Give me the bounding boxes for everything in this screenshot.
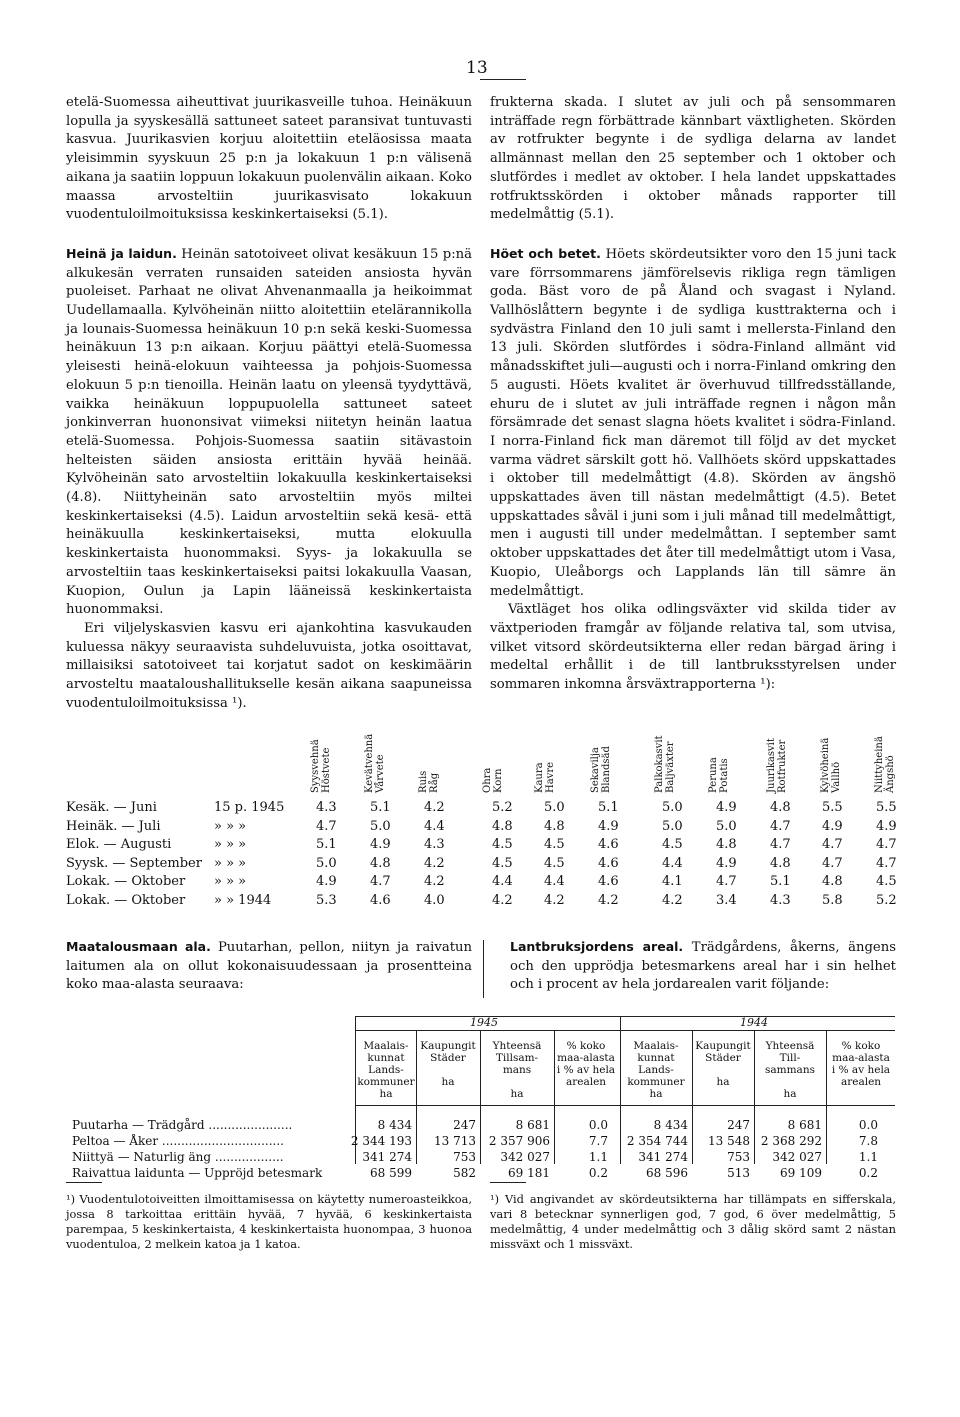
crop-table-row xyxy=(66,893,896,911)
crop-row-date: 15 p. 1945 xyxy=(214,800,285,815)
land-table-row xyxy=(72,1150,892,1166)
crop-cell: 4.8 xyxy=(716,837,737,852)
land-cell: 753 xyxy=(453,1150,476,1164)
land-cell: 69 109 xyxy=(780,1166,822,1180)
land-column-header: Kaupungit Städer ha xyxy=(695,1040,751,1088)
crop-column-header xyxy=(310,715,338,793)
crop-cell: 4.4 xyxy=(662,855,683,871)
land-cell: 8 434 xyxy=(653,1118,688,1132)
land-cell: 2 357 906 xyxy=(488,1134,550,1148)
crop-cell: 5.0 xyxy=(544,800,565,815)
land-cell: 2 354 744 xyxy=(626,1134,688,1148)
crop-cell: 4.9 xyxy=(822,818,843,834)
fi-land-heading: Maatalousmaan ala. xyxy=(66,939,211,954)
crop-row-label: Kesäk. — Juni xyxy=(66,800,157,815)
crop-cell: 4.6 xyxy=(598,874,619,889)
crop-table-row xyxy=(66,874,896,892)
crop-column-label: Kylvöheinä Vallhö xyxy=(820,737,842,793)
fi-footnote: ¹) Vuodentulotoiveitten ilmoittamisessa on käytetty numeroasteikkoa, jossa 8 tarkoittaa erittäin hyvää, 7 hyvää, 6 keskinkertaista parempaa, 5 keskinkertaista, 4 keskinkertaista huonompaa, 3 huonoa vuodentuloa, 2 melkein katoa ja 1 katoa. xyxy=(66,1192,472,1251)
sv-land-heading: Lantbruksjordens areal. xyxy=(510,939,684,954)
land-cell: 753 xyxy=(727,1150,750,1164)
land-table-top-rule xyxy=(355,1016,895,1017)
crop-cell: 4.3 xyxy=(424,837,445,852)
crop-row-date: » » » xyxy=(214,874,247,889)
crop-column-header xyxy=(364,715,392,793)
crop-cell: 4.9 xyxy=(370,837,391,852)
crop-row-label: Lokak. — Oktober xyxy=(66,874,186,889)
crop-cell: 5.0 xyxy=(316,855,337,871)
fi-land-paragraph xyxy=(66,938,472,995)
right-column xyxy=(490,94,896,695)
crop-cell: 4.7 xyxy=(876,837,897,852)
crop-cell: 4.7 xyxy=(716,874,737,889)
land-year-1945: 1945 xyxy=(470,1016,498,1029)
crop-cell: 4.7 xyxy=(316,818,337,834)
land-year-1944: 1944 xyxy=(740,1016,768,1029)
crop-cell: 4.2 xyxy=(492,892,513,908)
land-cell: 342 027 xyxy=(500,1150,550,1164)
crop-cell: 4.7 xyxy=(370,874,391,889)
land-cell: 0.0 xyxy=(588,1118,608,1132)
crop-cell: 4.0 xyxy=(424,892,445,908)
land-cell: 68 596 xyxy=(646,1166,688,1180)
crop-cell: 4.5 xyxy=(544,837,565,852)
crop-column-header xyxy=(482,715,510,793)
sv-hay-heading: Höet och betet. xyxy=(490,245,601,261)
fi-land-text: Puutarhan, pellon, niityn ja raivatun laitumen ala on ollut kokonaisuudessaan ja prosentteina koko maa-alasta seuraava: xyxy=(66,940,472,993)
land-cell: 0.2 xyxy=(858,1166,878,1180)
crop-cell: 5.8 xyxy=(822,892,843,908)
crop-cell: 4.8 xyxy=(770,855,791,871)
crop-cell: 4.7 xyxy=(876,855,897,871)
land-table-row xyxy=(72,1118,892,1134)
crop-column-header xyxy=(418,715,446,793)
sv-hay-paragraph xyxy=(490,245,896,601)
crop-cell: 4.7 xyxy=(770,837,791,852)
crop-cell: 4.8 xyxy=(492,818,513,834)
land-cell: 0.2 xyxy=(588,1166,608,1180)
land-table-row xyxy=(72,1134,892,1150)
crop-cell: 4.8 xyxy=(770,800,791,815)
sv-land-text: Trädgårdens, åkerns, ängens och den upprödja betesmarkens areal har i sin helhet och i procent av hela jordarealen varit följande: xyxy=(510,940,896,993)
crop-table-row xyxy=(66,856,896,874)
land-cell: 7.7 xyxy=(588,1134,608,1148)
crop-cell: 5.3 xyxy=(316,892,337,908)
land-table-header-rule xyxy=(355,1105,895,1106)
crop-cell: 4.6 xyxy=(598,837,619,852)
sv-footnote-rule xyxy=(490,1182,526,1183)
crop-cell: 4.5 xyxy=(662,837,683,852)
land-column-header: % koko maa-alasta i % av hela arealen xyxy=(556,1040,616,1088)
crop-cell: 5.5 xyxy=(822,800,843,815)
land-cell: 13 548 xyxy=(708,1134,750,1148)
land-cell: 582 xyxy=(453,1166,476,1180)
header-rule xyxy=(480,79,526,80)
crop-row-label: Syysk. — September xyxy=(66,855,202,871)
left-column xyxy=(66,94,472,714)
crop-row-date: » » » xyxy=(214,818,247,834)
sv-roots-paragraph: frukterna skada. I slutet av juli och på sensommaren inträffade regn förbättrade kännbart växtligheten. Skörden av rotfrukter begynte i de sydliga delarna av landet allmännast mellan den 25 september och 1 oktober och slutfördes i medlet av oktober. I hela landet uppskattades rotfruktsskörden i oktober månads rapporter till medelmåttig (5.1). xyxy=(490,95,896,223)
fi-hay-heading: Heinä ja laidun. xyxy=(66,245,177,261)
crop-column-label: Kaura Havre xyxy=(534,761,556,793)
crop-cell: 4.5 xyxy=(492,855,513,871)
section-divider xyxy=(483,940,484,998)
crop-cell: 4.2 xyxy=(544,892,565,908)
land-column-header: Maalais- kunnat Lands- kommuner ha xyxy=(357,1040,415,1100)
crop-row-label: Elok. — Augusti xyxy=(66,837,172,852)
crop-row-date: » » » xyxy=(214,855,247,871)
crop-column-header xyxy=(766,715,794,793)
crop-cell: 4.9 xyxy=(598,818,619,834)
crop-cell: 5.5 xyxy=(876,800,897,815)
crop-column-label: Syysvehnä Höstvete xyxy=(310,739,332,793)
crop-column-label: Juurikasvit Rotfrukter xyxy=(766,738,788,793)
land-cell: 341 274 xyxy=(362,1150,412,1164)
crop-cell: 4.9 xyxy=(716,855,737,871)
crop-cell: 3.4 xyxy=(716,892,737,908)
crop-cell: 4.6 xyxy=(598,855,619,871)
crop-column-label: Kevätvehnä Vårvete xyxy=(364,733,386,793)
land-cell: 1.1 xyxy=(588,1150,608,1164)
crop-cell: 4.7 xyxy=(822,855,843,871)
land-row-label: Raivattua laidunta — Uppröjd betesmark xyxy=(72,1166,323,1180)
crop-cell: 4.1 xyxy=(662,874,683,889)
land-table-year-rule xyxy=(355,1030,895,1031)
crop-cell: 4.2 xyxy=(424,874,445,889)
crop-cell: 4.3 xyxy=(770,892,791,908)
crop-cell: 4.5 xyxy=(492,837,513,852)
land-cell: 8 681 xyxy=(515,1118,550,1132)
crop-table-row xyxy=(66,819,896,837)
crop-cell: 4.4 xyxy=(492,874,513,889)
crop-cell: 4.7 xyxy=(770,818,791,834)
crop-column-header xyxy=(534,715,562,793)
crop-table-row xyxy=(66,837,896,855)
crop-cell: 4.3 xyxy=(316,800,337,815)
land-cell: 1.1 xyxy=(858,1150,878,1164)
sv-footnote: ¹) Vid angivandet av skördeutsikterna har tillämpats en sifferskala, vari 8 betecknar synnerligen god, 7 god, 6 över medelmåttig, 5 medelmåttig, 4 under medelmåttig och 3 dålig skörd samt 2 nästan missväxt och 1 missväxt. xyxy=(490,1192,896,1251)
fi-hay-paragraph xyxy=(66,245,472,620)
land-column-header: Kaupungit Städer ha xyxy=(420,1040,476,1088)
crop-cell: 5.0 xyxy=(662,818,683,834)
crop-column-label: Sekavilja Blandsäd xyxy=(590,746,612,793)
crop-cell: 4.5 xyxy=(876,874,897,889)
crop-column-header xyxy=(708,715,736,793)
page-number: 13 xyxy=(466,58,488,78)
crop-cell: 4.8 xyxy=(822,874,843,889)
land-cell: 342 027 xyxy=(772,1150,822,1164)
sv-growth-paragraph: Växtläget hos olika odlingsväxter vid skilda tider av växtperioden framgår av följande relativa tal, som utvisa, vilket vitsord skördeutsikterna eller redan bärgad äring i medeltal erhållit i de till lantbruksstyrelsen under sommaren inkomna årsväxtrapporterna ¹): xyxy=(490,602,896,693)
fi-hay-text: Heinän satotoiveet olivat kesäkuun 15 p:nä alkukesän verraten runsaiden sateiden ansiosta hyvän puoleiset. Parhaat ne olivat Ahvenanmaalla ja heikoimmat Uudellamaalla. Kylvöheinän niitto aloitettiin etelärannikolla ja lounais-Suomessa heinäkuun 10 p:n sekä keski-Suomessa heinäkuun 13 p:n aikaan. Korjuu päättyi etelä-Suomessa yleisesti heinä-elokuun vaihteessa ja pohjois-Suomessa elokuun 5 p:n tienoilla. Heinän laatu on yleensä tyydyttävä, vaikka heinäkuun loppupuolella sattuneet sateet jonkinverran huononsivat viimeksi niitetyn heinän laatua etelä-Suomessa. Pohjois-Suomessa saatiin sitävastoin helteisten säiden ansiosta erittäin hyvää heinää. Kylvöheinän sato arvosteltiin lokakuulla keskinkertaiseksi (4.8). Niittyheinän sato arvosteltiin myös miltei keskinkertaiseksi (4.5). Laidun arvosteltiin sekä kesä- että heinäkuulla keskinkertaiseksi, mutta elokuulla keskinkertaista huonommaksi. Syys- ja lokakuulla se arvosteltiin taas keskinkertaiseksi paitsi lokakuulla Vaasan, Kuopion, Oulun ja Lapin lääneissä keskinkertaista huonommaksi. xyxy=(66,246,472,618)
crop-cell: 4.9 xyxy=(876,818,897,834)
land-row-label: Niittyä — Naturlig äng .................. xyxy=(72,1150,284,1164)
crop-cell: 5.2 xyxy=(492,800,513,815)
crop-row-label: Heinäk. — Juli xyxy=(66,818,161,834)
crop-cell: 5.0 xyxy=(370,818,391,834)
crop-cell: 4.5 xyxy=(544,855,565,871)
crop-cell: 4.4 xyxy=(424,818,445,834)
crop-cell: 5.1 xyxy=(770,874,791,889)
crop-row-date: » » 1944 xyxy=(214,892,272,908)
crop-cell: 5.1 xyxy=(370,800,391,815)
land-table-row xyxy=(72,1166,892,1182)
land-cell: 2 344 193 xyxy=(350,1134,412,1148)
crop-cell: 4.2 xyxy=(662,892,683,908)
land-column-header: % koko maa-alasta i % av hela arealen xyxy=(831,1040,891,1088)
land-cell: 13 713 xyxy=(434,1134,476,1148)
land-column-header: Yhteensä Till- sammans ha xyxy=(765,1040,815,1100)
fi-growth-paragraph: Eri viljelyskasvien kasvu eri ajankohtina kasvukauden kuluessa näkyy seuraavista suhdeluvuista, jotka osoittavat, millaisiksi satotoiveet tai korjatut sadot on keskimäärin arvosteltu maataloushallitukselle kesän aikana saapuneissa vuodentuloilmoituksissa ¹). xyxy=(66,620,472,711)
land-cell: 69 181 xyxy=(508,1166,550,1180)
crop-cell: 4.8 xyxy=(370,855,391,871)
land-cell: 68 599 xyxy=(370,1166,412,1180)
land-cell: 341 274 xyxy=(638,1150,688,1164)
crop-cell: 4.4 xyxy=(544,874,565,889)
crop-row-label: Lokak. — Oktober xyxy=(66,892,186,908)
crop-column-label: Peruna Potatis xyxy=(708,757,730,793)
crop-column-header xyxy=(874,715,902,793)
land-row-label: Puutarha — Trädgård ...................... xyxy=(72,1118,293,1132)
crop-column-label: Palkokasvit Baljväxter xyxy=(654,735,676,793)
land-cell: 0.0 xyxy=(858,1118,878,1132)
crop-cell: 4.7 xyxy=(822,837,843,852)
crop-column-label: Niittyheinä Ängshö xyxy=(874,736,896,793)
crop-column-label: Ohra Korn xyxy=(482,767,504,793)
crop-cell: 5.1 xyxy=(598,800,619,815)
fi-footnote-rule xyxy=(66,1182,102,1183)
crop-cell: 5.1 xyxy=(316,837,337,852)
crop-cell: 5.0 xyxy=(662,800,683,815)
land-column-header: Yhteensä Tillsam- mans ha xyxy=(492,1040,542,1100)
crop-cell: 4.9 xyxy=(716,800,737,815)
crop-column-header xyxy=(820,715,848,793)
crop-row-date: » » » xyxy=(214,837,247,852)
crop-cell: 5.0 xyxy=(716,818,737,834)
crop-column-header xyxy=(654,715,682,793)
land-cell: 7.8 xyxy=(858,1134,878,1148)
sv-land-paragraph xyxy=(510,938,896,995)
fi-roots-paragraph: etelä-Suomessa aiheuttivat juurikasveille tuhoa. Heinäkuun lopulla ja syyskesällä sattuneet sateet paransivat tuntuvasti kasvua. Juurikasvien korjuu aloitettiin eteläosissa maata yleisimmin syyskuun 25 p:n ja lokakuun 1 p:n välisenä aikana ja saatiin loppuun lokakuun puolenvälin aikaan. Koko maassa arvosteltiin juurikasvisato lokakuun vuodentuloilmoituksissa keskinkertaiseksi (5.1). xyxy=(66,95,472,223)
crop-cell: 4.2 xyxy=(598,892,619,908)
land-cell: 513 xyxy=(727,1166,750,1180)
crop-cell: 4.6 xyxy=(370,892,391,908)
crop-cell: 5.2 xyxy=(876,892,897,908)
land-cell: 247 xyxy=(727,1118,750,1132)
crop-cell: 4.8 xyxy=(544,818,565,834)
crop-cell: 4.9 xyxy=(316,874,337,889)
land-row-label: Peltoa — Åker ................................ xyxy=(72,1134,284,1148)
land-cell: 247 xyxy=(453,1118,476,1132)
crop-column-label: Ruis Råg xyxy=(418,770,440,793)
land-cell: 2 368 292 xyxy=(760,1134,822,1148)
crop-cell: 4.2 xyxy=(424,800,445,815)
sv-hay-text: Höets skördeutsikter voro den 15 juni tack vare förrsommarens jämförelsevis rikliga regn tämligen goda. Bäst voro de på Åland och svagast i Nyland. Vallhöslåttern begynte i de sydliga kusttrakterna och i sydvästra Finland den 10 juli samt i mellersta-Finland den 13 juli. Skörden slutfördes i södra-Finland allmänt vid månadsskiftet juli—augusti och i norra-Finland omkring den 5 augusti. Höets kvalitet är överhuvud tillfredsställande, ehuru de i slutet av juli inträffade regnen i någon mån försämrade det senast slagna höets kvalitet i södra-Finland. I norra-Finland fick man däremot till följd av det mycket varma vädret särskilt gott hö. Vallhöets skörd uppskattades i oktober till medelmåttigt (4.8). Skörden av ängshö uppskattades även till nästan medelmåttigt (4.5). Betet uppskattades såväl i juni som i juli månad till medelmåttigt, men i augusti till under medelmåttan. I september samt oktober uppskattades det åter till medelmåttigt utom i Vasa, Kuopio, Uleåborgs och Lapplands län till sämre än medelmåttigt. xyxy=(490,246,896,599)
crop-cell: 4.2 xyxy=(424,855,445,871)
crop-column-header xyxy=(590,715,618,793)
crop-table-row xyxy=(66,800,896,818)
land-cell: 8 434 xyxy=(377,1118,412,1132)
land-column-header: Maalais- kunnat Lands- kommuner ha xyxy=(627,1040,685,1100)
land-cell: 8 681 xyxy=(787,1118,822,1132)
